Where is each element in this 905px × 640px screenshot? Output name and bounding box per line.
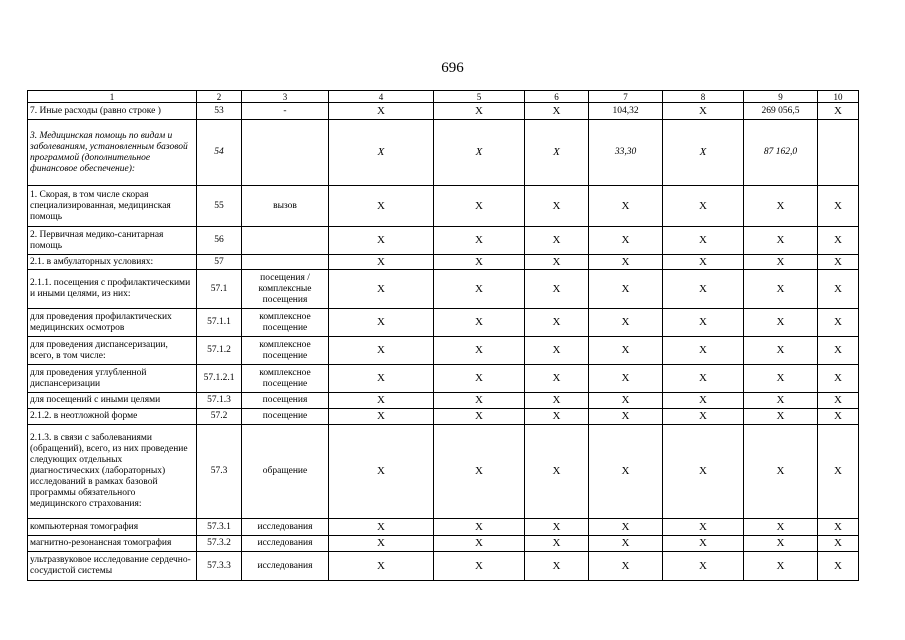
value-cell: X [744,255,818,270]
row-name-cell: ультразвуковое исследование сердечно-сосудистой системы [28,552,197,581]
value-cell: X [434,186,525,227]
row-name-cell: 7. Иные расходы (равно строке ) [28,103,197,120]
value-cell: X [329,337,434,365]
unit-cell: посещения / комплексные посещения [242,270,329,309]
value-cell: X [525,425,589,519]
value-cell: X [663,393,744,409]
row-name-cell: для посещений с иными целями [28,393,197,409]
value-cell: X [434,337,525,365]
column-number: 3 [242,91,329,103]
column-number-row [28,91,859,103]
row-code-cell: 57.3.1 [197,519,242,536]
value-cell: X [589,337,663,365]
row-name-cell: 2.1.1. посещения с профилактическими и иными целями, из них: [28,270,197,309]
row-name-cell: магнитно-резонансная томография [28,536,197,552]
row-code-cell: 56 [197,227,242,255]
value-cell: X [329,536,434,552]
value-cell: X [818,552,859,581]
table-row [28,365,859,393]
table-row [28,552,859,581]
value-cell: X [329,309,434,337]
unit-cell: комплексное посещение [242,365,329,393]
value-cell: X [744,309,818,337]
unit-cell: - [242,103,329,120]
value-cell: X [589,409,663,425]
value-cell: X [744,552,818,581]
row-code-cell: 57.1.2.1 [197,365,242,393]
value-cell: X [818,337,859,365]
value-cell: X [525,309,589,337]
column-number: 5 [434,91,525,103]
value-cell: X [329,552,434,581]
value-cell: 104,32 [589,103,663,120]
value-cell: X [329,255,434,270]
table-row [28,393,859,409]
value-cell: X [589,309,663,337]
value-cell: X [434,255,525,270]
table-row [28,186,859,227]
value-cell: X [525,409,589,425]
column-number: 6 [525,91,589,103]
value-cell: X [525,255,589,270]
value-cell: X [434,270,525,309]
value-cell: X [818,519,859,536]
table-row [28,227,859,255]
value-cell: X [744,425,818,519]
value-cell: X [434,536,525,552]
value-cell: X [818,365,859,393]
value-cell: X [663,227,744,255]
value-cell: X [329,519,434,536]
value-cell: X [663,552,744,581]
value-cell: X [663,186,744,227]
table-row [28,309,859,337]
value-cell: X [663,337,744,365]
value-cell: X [818,309,859,337]
value-cell: X [329,365,434,393]
row-code-cell: 54 [197,120,242,186]
value-cell: X [744,227,818,255]
row-name-cell: 1. Скорая, в том числе скорая специализированная, медицинская помощь [28,186,197,227]
value-cell: X [525,227,589,255]
row-code-cell: 53 [197,103,242,120]
unit-cell: исследования [242,536,329,552]
value-cell: X [663,270,744,309]
value-cell: X [744,393,818,409]
value-cell: 87 162,0 [744,120,818,186]
row-code-cell: 57.1.1 [197,309,242,337]
value-cell: X [589,552,663,581]
value-cell: X [663,365,744,393]
unit-cell [242,255,329,270]
column-number: 8 [663,91,744,103]
unit-cell: вызов [242,186,329,227]
row-name-cell: для проведения углубленной диспансеризации [28,365,197,393]
value-cell: X [525,365,589,393]
row-code-cell: 57.2 [197,409,242,425]
unit-cell [242,120,329,186]
value-cell: X [663,103,744,120]
value-cell: X [744,365,818,393]
value-cell: X [589,270,663,309]
value-cell: X [818,536,859,552]
value-cell: X [663,120,744,186]
table-row [28,270,859,309]
value-cell: X [434,103,525,120]
value-cell: X [434,409,525,425]
row-name-cell: 2.1.3. в связи с заболеваниями (обращений), всего, из них проведение следующих отдельных диагностических (лабораторных) исследований в рамках базовой программы обязательного медицинского страхования: [28,425,197,519]
value-cell: X [434,365,525,393]
table-row [28,120,859,186]
unit-cell: исследования [242,552,329,581]
value-cell: X [434,519,525,536]
value-cell: X [525,552,589,581]
value-cell: X [434,309,525,337]
value-cell: X [818,186,859,227]
row-name-cell: 2.1.2. в неотложной форме [28,409,197,425]
row-name-cell: 2. Первичная медико-санитарная помощь [28,227,197,255]
value-cell: X [818,425,859,519]
table-row [28,409,859,425]
row-code-cell: 57.3.3 [197,552,242,581]
row-name-cell: для проведения профилактических медицинских осмотров [28,309,197,337]
row-name-cell: компьютерная томография [28,519,197,536]
unit-cell: обращение [242,425,329,519]
table-row [28,536,859,552]
value-cell: X [818,227,859,255]
value-cell: X [434,425,525,519]
row-name-cell: 2.1. в амбулаторных условиях: [28,255,197,270]
value-cell: X [525,186,589,227]
value-cell: X [525,519,589,536]
row-code-cell: 57 [197,255,242,270]
value-cell: X [589,255,663,270]
value-cell: X [663,309,744,337]
value-cell: X [525,120,589,186]
column-number: 4 [329,91,434,103]
value-cell [818,120,859,186]
row-code-cell: 57.1.3 [197,393,242,409]
value-cell: X [434,552,525,581]
value-cell: 33,30 [589,120,663,186]
value-cell: X [434,120,525,186]
value-cell: 269 056,5 [744,103,818,120]
value-cell: X [744,337,818,365]
value-cell: X [818,393,859,409]
value-cell: X [818,103,859,120]
unit-cell: посещение [242,409,329,425]
unit-cell: посещения [242,393,329,409]
value-cell: X [744,409,818,425]
value-cell: X [329,393,434,409]
value-cell: X [589,425,663,519]
value-cell: X [589,365,663,393]
row-code-cell: 57.1.2 [197,337,242,365]
value-cell: X [818,270,859,309]
unit-cell: исследования [242,519,329,536]
row-code-cell: 57.3 [197,425,242,519]
table-row [28,337,859,365]
value-cell: X [589,393,663,409]
value-cell: X [744,519,818,536]
value-cell: X [329,103,434,120]
row-code-cell: 57.3.2 [197,536,242,552]
value-cell: X [589,227,663,255]
value-cell: X [589,536,663,552]
table-row [28,425,859,519]
value-cell: X [329,425,434,519]
table-row [28,255,859,270]
value-cell: X [329,270,434,309]
value-cell: X [663,409,744,425]
unit-cell: комплексное посещение [242,337,329,365]
row-name-cell: 3. Медицинская помощь по видам и заболеваниям, установленным базовой программой (дополнительное финансовое обеспечение): [28,120,197,186]
value-cell: X [744,270,818,309]
value-cell: X [525,103,589,120]
value-cell: X [818,409,859,425]
table-row [28,519,859,536]
value-cell: X [663,255,744,270]
unit-cell [242,227,329,255]
page-number: 696 [441,60,464,76]
row-name-cell: для проведения диспансеризации, всего, в том числе: [28,337,197,365]
value-cell: X [329,227,434,255]
value-cell: X [744,186,818,227]
value-cell: X [525,270,589,309]
table-row [28,103,859,120]
value-cell: X [329,120,434,186]
value-cell: X [663,536,744,552]
column-number: 1 [28,91,197,103]
value-cell: X [525,536,589,552]
row-code-cell: 55 [197,186,242,227]
value-cell: X [434,227,525,255]
value-cell: X [589,186,663,227]
value-cell: X [589,519,663,536]
value-cell: X [818,255,859,270]
value-cell: X [434,393,525,409]
value-cell: X [525,393,589,409]
value-cell: X [329,186,434,227]
column-number: 9 [744,91,818,103]
value-cell: X [525,337,589,365]
data-table [27,90,859,581]
value-cell: X [663,519,744,536]
value-cell: X [329,409,434,425]
value-cell: X [663,425,744,519]
column-number: 2 [197,91,242,103]
value-cell: X [744,536,818,552]
column-number: 7 [589,91,663,103]
unit-cell: комплексное посещение [242,309,329,337]
column-number: 10 [818,91,859,103]
row-code-cell: 57.1 [197,270,242,309]
